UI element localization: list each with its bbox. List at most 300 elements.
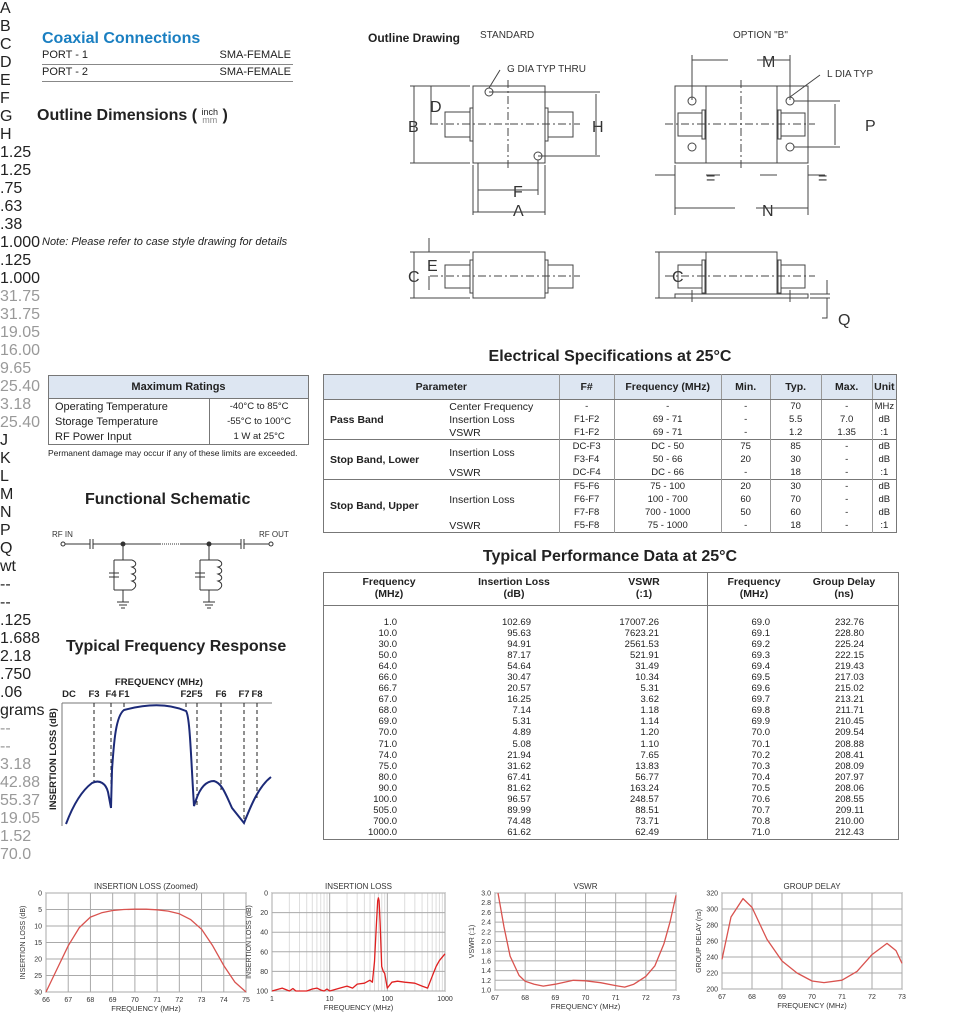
header-line: Group Delay [812,576,876,588]
cell: 69.6 [751,683,770,695]
spec-unit: dB [872,506,896,519]
cell: 80.0 [378,771,397,783]
dim-f: F [513,184,523,201]
spec-unit: :1 [872,466,896,480]
spec-unit: MHz [872,400,896,414]
cell: 5.08 [512,738,531,750]
marker-label: F4 [105,689,117,700]
performance-header [719,576,789,600]
cell: 69.1 [751,628,770,640]
cell: 69.0 [751,617,770,628]
spec-unit: dB [872,480,896,494]
parameter-name: Insertion Loss [449,413,515,426]
performance-title: Typical Performance Data at 25°C [482,548,738,565]
spec-max: - [821,506,872,519]
rating-row [49,429,309,445]
cell: 212.43 [834,826,864,838]
coaxial-title: Coaxial Connections [42,30,201,47]
y-tick-label: 280 [706,922,718,930]
y-tick-label: 1.6 [481,958,491,966]
cell: 5.31 [512,716,531,728]
band-name: Stop Band, Upper [324,480,448,533]
dim-q: Q [838,312,851,329]
spec-min: 50 [721,506,770,519]
x-tick-label: 70 [581,995,590,1002]
x-tick-label: 68 [748,994,756,1001]
chart-3 [690,878,922,1018]
col-parameter: Parameter [324,375,560,400]
x-tick-label: 67 [64,997,73,1004]
cell: 207.97 [834,771,864,783]
spec-typ: 70 [770,493,821,506]
dim-n: N [762,203,774,220]
cell: 64.0 [378,661,397,673]
cell: 213.21 [834,694,864,706]
x-tick-label: 70 [808,994,816,1001]
y-tick-label: 2.6 [481,909,491,917]
chart-title: INSERTION LOSS (Zoomed) [94,882,198,891]
parameter-name: Insertion Loss [447,440,559,467]
cell: 209.11 [835,804,864,816]
chart-title: INSERTION LOSS [325,882,392,891]
dimension-mm: 9.65 [0,360,32,377]
chart-0 [15,878,266,1018]
x-tick-label: 68 [86,997,95,1004]
x-tick-label: 73 [197,997,206,1004]
cell: 69.5 [751,672,770,684]
x-tick-label: 73 [898,994,906,1001]
cell: 208.55 [834,793,864,805]
spec-typ: 60 [770,506,821,519]
spec-min: 60 [721,493,770,506]
cell: 75.0 [378,760,397,772]
dimension-letters: P [0,522,11,539]
cell: 70.3 [751,760,770,772]
functional-schematic [40,520,300,620]
y-tick-label: 1.0 [481,987,491,995]
cell: 56.77 [635,771,659,783]
col-typ: Typ. [770,375,821,400]
x-tick-label: 69 [551,995,560,1002]
y-tick-label: 40 [260,929,268,937]
dimension-inch: -- [0,576,11,593]
y-tick-label: 300 [706,906,718,914]
cell: 20.57 [507,683,531,695]
spec-f: F3-F4 [559,453,614,466]
column-vswr [619,617,659,838]
chart-title: GROUP DELAY [783,882,841,891]
y-tick-label: 10 [34,923,42,931]
dimension-inch: .38 [0,216,23,233]
y-tick-label: 60 [260,949,268,957]
cell: 1.18 [640,705,659,717]
cell: 70.5 [751,782,770,794]
spec-freq: 100 - 700 [614,493,721,506]
rating-row [49,399,309,415]
x-tick-label: 10 [325,996,334,1003]
dimension-letters: H [0,126,12,143]
spec-max: 7.0 [821,413,872,426]
cell: 70.8 [751,815,770,827]
rf-in-label: RF IN [52,530,73,539]
plot-area [272,893,445,991]
y-tick-label: 3.0 [481,890,491,898]
response-curve [66,705,271,824]
dimension-inch: .06 [0,684,23,701]
y-tick-label: 320 [706,890,718,898]
performance-header [344,576,434,600]
header-line: Frequency [727,576,781,588]
dimension-inch: 1.688 [0,630,41,647]
cell: 70.4 [751,771,770,783]
spec-freq: 69 - 71 [614,413,721,426]
spec-f: F1-F2 [559,426,614,440]
cell: 700.0 [373,815,397,827]
performance-header [594,576,694,600]
dimension-mm: -- [0,720,11,737]
cell: 67.41 [507,771,531,783]
dimension-mm: 16.00 [0,342,41,359]
dimension-inch: 1.000 [0,234,41,251]
spec-f: DC-F3 [559,440,614,454]
dimension-letters: F [0,90,10,107]
rating-label: Operating Temperature [55,400,168,413]
x-tick-label: 69 [108,997,117,1004]
spec-f: F5-F6 [559,480,614,494]
l-dia-label: L DIA TYP [827,69,874,80]
marker-label: F7 [238,689,250,700]
y-tick-label: 20 [34,956,42,964]
dim-c-option: C [672,269,684,286]
column-freq [368,617,397,838]
dim-equal-right: = [818,170,828,187]
dimension-inch: .125 [0,612,32,629]
spec-min: - [721,466,770,480]
cell: 211.71 [835,705,864,717]
cell: 1000.0 [367,826,397,838]
spec-max: - [821,440,872,454]
dimension-letters: M [0,486,14,503]
y-axis-label: INSERTION LOSS (dB) [20,905,27,980]
cell: 69.2 [751,639,770,651]
spec-typ: 30 [770,480,821,494]
y-tick-label: 20 [260,910,268,918]
x-tick-label: 69 [778,994,786,1001]
x-tick-label: 70 [130,997,139,1004]
spec-f: F1-F2 [559,413,614,426]
spec-min: 75 [721,440,770,454]
spec-freq: - [614,400,721,414]
electrical-specs-table [323,374,897,533]
dimension-inch: 2.18 [0,648,32,665]
y-tick-label: 200 [706,986,718,994]
dimension-mm: 3.18 [0,396,32,413]
performance-table [323,572,899,840]
x-axis-label: FREQUENCY (MHz) [323,1003,394,1012]
cell: 505.0 [373,804,397,816]
dimension-mm: 3.18 [0,756,32,773]
x-axis-label: FREQUENCY (MHz) [550,1002,621,1011]
y-tick-label: 100 [256,988,268,996]
spec-f: F5-F8 [559,519,614,533]
dim-p: P [865,118,876,135]
cell: 74.48 [507,815,531,827]
col-min: Min. [721,375,770,400]
marker-label: F8 [251,689,263,700]
x-tick-label: 1000 [437,996,453,1003]
cell: 69.4 [751,661,770,673]
cell: 69.7 [751,694,770,706]
marker-label: F2 [180,689,192,700]
x-tick-label: 73 [672,995,680,1002]
marker-label: F1 [118,689,130,700]
rf-out-label: RF OUT [259,530,289,539]
spec-min: - [721,413,770,426]
spec-unit: :1 [872,519,896,533]
dimension-mm: 70.0 [0,846,32,863]
cell: 225.24 [834,639,864,651]
cell: 21.94 [507,749,531,761]
x-tick-label: 66 [42,997,50,1004]
port-value: SMA-FEMALE [219,49,291,61]
spec-max: - [821,519,872,533]
x-tick-label: 1 [270,996,274,1003]
dimension-letters: Q [0,540,13,557]
cell: 74.0 [378,749,397,761]
rating-label: Storage Temperature [55,415,159,428]
marker-label: DC [62,689,76,700]
dimension-letters: wt [0,558,16,575]
cell: 30.0 [378,639,397,651]
spec-unit: dB [872,413,896,426]
cell: 81.62 [507,782,531,794]
y-tick-label: 2.2 [481,929,491,937]
dimension-mm: 31.75 [0,288,41,305]
col-unit: Unit [872,375,896,400]
spec-max: - [821,480,872,494]
cell: 68.0 [378,705,397,717]
outline-drawing-title: Outline Drawing [368,31,461,45]
spec-row [324,480,897,494]
header-unit: (ns) [834,588,854,600]
cell: 50.0 [378,650,397,662]
cell: 2561.53 [624,639,659,651]
x-tick-label: 72 [868,994,876,1001]
port-label: PORT - 1 [42,49,89,61]
chart-2 [468,878,696,1018]
dimension-letters: K [0,450,11,467]
x-tick-label: 100 [381,996,394,1003]
cell: 16.25 [507,694,531,706]
spec-typ: 5.5 [770,413,821,426]
cell: 31.49 [635,661,659,673]
cell: 210.00 [834,815,864,827]
cell: 5.31 [640,683,659,695]
cell: 71.0 [751,826,770,838]
cell: 10.0 [378,628,397,640]
y-tick-label: 240 [706,954,718,962]
rf-in-port-icon [61,542,65,546]
cell: 210.45 [834,716,864,728]
spec-unit: dB [872,440,896,454]
cell: 7.14 [512,705,531,717]
cell: 87.17 [507,650,531,662]
y-tick-label: 1.4 [481,968,491,976]
dimension-inch: .125 [0,252,32,269]
spec-typ: 70 [770,400,821,414]
functional-schematic-title: Functional Schematic [85,491,251,508]
x-tick-label: 67 [491,995,499,1002]
maximum-ratings-title: Maximum Ratings [49,376,309,399]
cell: 70.6 [751,793,770,805]
lc-tank [195,544,222,608]
y-tick-label: 0 [264,890,268,898]
y-tick-label: 260 [706,938,718,946]
frequency-response-title: Typical Frequency Response [66,638,287,655]
marker-label: F5 [191,689,203,700]
port-value: SMA-FEMALE [219,66,291,78]
x-tick-label: 72 [641,995,650,1002]
header-unit: (MHz) [739,588,769,600]
dimension-letters: B [0,18,11,35]
y-tick-label: 80 [260,968,268,976]
spec-typ: 85 [770,440,821,454]
parameter-name: VSWR [449,426,481,439]
cell: 69.9 [751,716,770,728]
y-tick-label: 0 [38,890,42,898]
spec-f: F6-F7 [559,493,614,506]
dimension-inch: .750 [0,666,32,683]
ratings-note: Permanent damage may occur if any of these limits are exceeded. [48,448,298,458]
spec-freq: DC - 66 [614,466,721,480]
x-axis-label: FREQUENCY (MHz) [777,1001,847,1010]
cell: 70.1 [751,738,770,750]
parameter-name: VSWR [449,466,481,479]
cell: 67.0 [378,694,397,706]
y-tick-label: 2.8 [481,900,491,908]
header-unit: (dB) [503,588,525,600]
x-tick-label: 71 [611,995,620,1002]
x-tick-label: 74 [219,997,228,1004]
cell: 208.09 [834,760,864,772]
cell: 7623.21 [624,628,659,640]
cell: 3.62 [640,694,659,706]
x-axis-label: FREQUENCY (MHz) [111,1004,181,1013]
spec-row [324,440,897,454]
cell: 13.83 [635,760,659,772]
spec-typ: 18 [770,519,821,533]
performance-header [454,576,574,600]
dim-h: H [592,119,604,136]
standard-label: STANDARD [480,30,535,41]
cell: 54.64 [507,661,531,673]
cell: 70.2 [751,749,770,761]
cell: 62.49 [635,826,659,838]
cell: 521.91 [629,650,659,662]
spec-max: - [821,400,872,414]
cell: 95.63 [507,628,531,640]
y-axis-label: INSERTION LOSS (dB) [246,905,253,979]
cell: 17007.26 [619,617,659,628]
dim-m: M [762,54,776,71]
cell: 7.65 [640,749,659,761]
cell: 69.8 [751,705,770,717]
spec-min: - [721,400,770,414]
cell: 215.02 [834,683,864,695]
cell: 208.88 [834,738,864,750]
dimension-letters: J [0,432,8,449]
header-row [324,375,897,400]
spec-f: F7-F8 [559,506,614,519]
cell: 90.0 [378,782,397,794]
title-close: ) [222,107,228,124]
dimension-mm: 42.88 [0,774,41,791]
cell: 208.41 [834,749,864,761]
band-name: Stop Band, Lower [324,440,448,480]
rating-row [49,414,309,429]
spec-freq: 69 - 71 [614,426,721,440]
column-insertion_loss [502,617,531,838]
cell: 96.57 [507,793,531,805]
dim-c: C [408,269,420,286]
electrical-specs-title: Electrical Specifications at 25°C [488,348,732,365]
cell: 4.89 [512,727,531,739]
dim-b: B [408,119,419,136]
dimension-letters: L [0,468,9,485]
header-line: Insertion Loss [478,576,550,588]
unit-inch: inch [201,106,218,117]
header-line: Frequency [362,576,416,588]
cell: 102.69 [501,617,531,628]
dimension-mm: 25.40 [0,414,41,431]
dimension-inch: 1.25 [0,162,32,179]
cell: 73.71 [635,815,659,827]
dimension-inch: 1.25 [0,144,32,161]
y-tick-label: 220 [706,970,718,978]
dimension-mm: 55.37 [0,792,41,809]
dimension-inch: .75 [0,180,23,197]
cell: 163.24 [629,782,659,794]
cell: 66.0 [378,672,397,684]
rating-value: -55°C to 100°C [210,414,309,429]
dimension-inch: -- [0,594,11,611]
spec-max: - [821,466,872,480]
cell: 10.34 [635,672,659,684]
maximum-ratings-table [48,375,309,445]
cell: 69.3 [751,650,770,662]
marker-label: F6 [215,689,227,700]
dim-d: D [430,99,442,116]
spec-unit: dB [872,493,896,506]
cell: 70.0 [751,727,770,739]
col-max: Max. [821,375,872,400]
dim-equal-left: = [706,170,716,187]
y-tick-label: 1.8 [481,948,491,956]
x-tick-label: 68 [521,995,530,1002]
cell: 1.10 [640,738,659,750]
rf-out-port-icon [269,542,273,546]
outline-drawing [0,0,961,345]
cell: 1.14 [640,716,659,728]
chart-1 [240,878,465,1018]
frequency-response-diagram [40,670,280,835]
spec-row [324,400,897,414]
dimension-letters: A [0,0,11,17]
spec-freq: DC - 50 [614,440,721,454]
y-tick-label: 1.2 [481,977,491,985]
cell: 208.06 [834,782,864,794]
spec-freq: 700 - 1000 [614,506,721,519]
